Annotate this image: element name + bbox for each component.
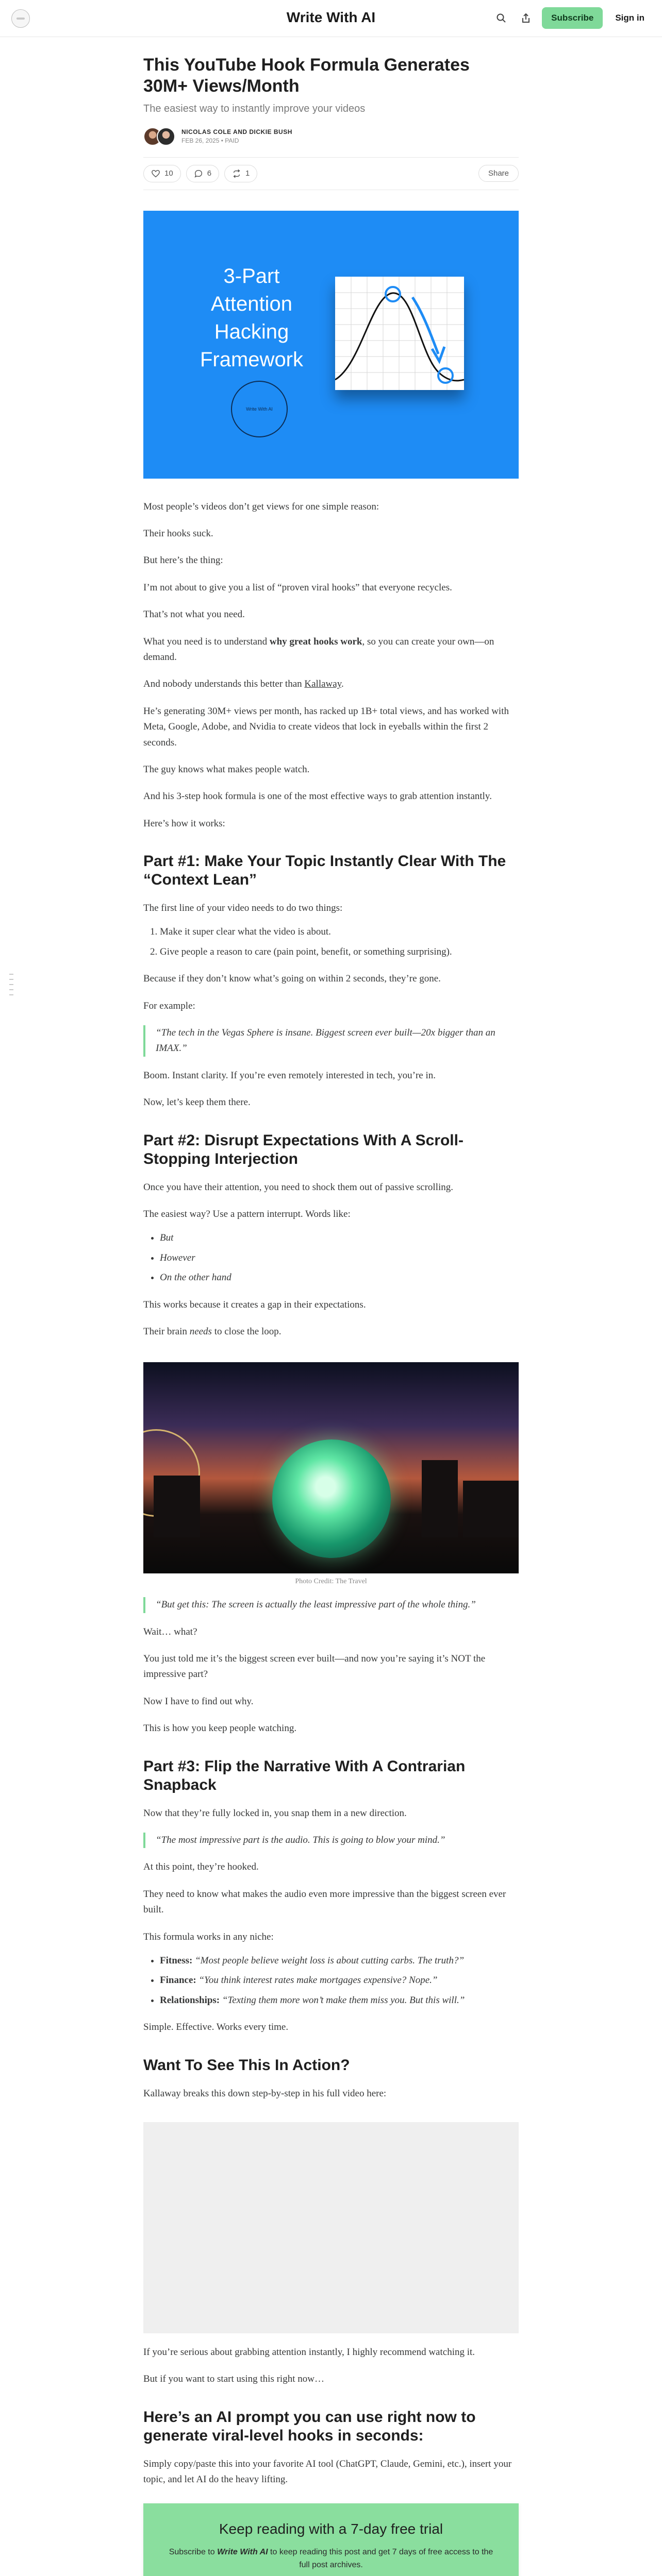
paragraph: At this point, they’re hooked.: [143, 1861, 259, 1873]
paragraph: Now that they’re fully locked in, you snap them in a new direction.: [143, 1807, 407, 1819]
section-heading: Want To See This In Action?: [143, 2056, 350, 2074]
hook-curve-graphic: [335, 277, 464, 390]
comment-count: 6: [207, 169, 212, 178]
paragraph: You just told me it’s the biggest screen ever built—and now you’re saying it’s NOT the impressive part?: [143, 1653, 486, 1680]
signin-link[interactable]: Sign in: [615, 13, 644, 23]
kallaway-link[interactable]: Kallaway: [304, 679, 341, 690]
paragraph: If you’re serious about grabbing attention instantly, I highly recommend watching it.: [143, 2346, 475, 2358]
post-subtitle: The easiest way to instantly improve your videos: [143, 103, 366, 114]
section-heading: Part #3: Flip the Narrative With A Contrarian Snapback: [143, 1757, 466, 1793]
quote-text: “But get this: The screen is actually the least impressive part of the whole thing.”: [156, 1599, 476, 1611]
paragraph: I’m not about to give you a list of “proven viral hooks” that everyone recycles.: [143, 582, 452, 593]
section-heading: Here’s an AI prompt you can use right now to generate viral-level hooks in seconds:: [143, 2408, 476, 2444]
subscribe-button[interactable]: Subscribe: [542, 7, 603, 29]
list-item: • However: [160, 1250, 519, 1266]
paragraph: Here’s how it works:: [143, 818, 225, 829]
list-item: 1. Make it super clear what the video is about.: [160, 924, 519, 940]
paragraph: This is how you keep people watching.: [143, 1723, 297, 1734]
paragraph: Boom. Instant clarity. If you’re even remotely interested in tech, you’re in.: [143, 1070, 436, 1081]
list-item: • On the other hand: [160, 1270, 519, 1285]
paragraph: This works because it creates a gap in their expectations.: [143, 1299, 366, 1310]
bullet-list: [143, 1953, 519, 2008]
photo-caption: Photo Credit: The Travel: [295, 1578, 367, 1586]
pull-quote: [143, 1597, 519, 1613]
paragraph: What you need is to understand why great hooks work, so you can create your own—on demand.: [143, 636, 494, 663]
post-action-bar: [143, 157, 519, 190]
section-heading: Part #1: Make Your Topic Instantly Clear With The “Context Lean”: [143, 853, 506, 889]
paragraph: The guy knows what makes people watch.: [143, 764, 310, 775]
sphere-dome: [272, 1439, 391, 1558]
hero-seal-text: Write With AI: [246, 406, 273, 412]
list-item: 2. Give people a reason to care (pain point, benefit, or something surprising).: [160, 944, 519, 960]
search-icon[interactable]: [492, 9, 510, 27]
byline: [143, 127, 519, 146]
avatar[interactable]: [157, 127, 175, 146]
paywall: [143, 2503, 519, 2576]
author-avatars[interactable]: [143, 127, 175, 146]
hero-image[interactable]: [143, 211, 519, 479]
paragraph: For example:: [143, 1000, 195, 1011]
paragraph: Wait… what?: [143, 1626, 197, 1637]
article: [143, 55, 519, 2576]
like-button[interactable]: [143, 165, 181, 182]
list-item: • Finance: “You think interest rates make mortgages expensive? Nope.”: [160, 1973, 519, 1988]
paragraph: Simple. Effective. Works every time.: [143, 2022, 289, 2033]
sphere-photo[interactable]: [143, 1362, 519, 1573]
publication-name[interactable]: Write With AI: [286, 9, 376, 25]
restack-count: 1: [245, 169, 250, 178]
paragraph: Once you have their attention, you need to shock them out of passive scrolling.: [143, 1181, 453, 1193]
paragraph: Kallaway breaks this down step-by-step in his full video here:: [143, 2088, 387, 2099]
paragraph: And his 3-step hook formula is one of the most effective ways to grab attention instantly.: [143, 791, 492, 802]
pull-quote: [143, 1833, 519, 1848]
comment-icon: [194, 169, 203, 178]
paragraph: Simply copy/paste this into your favorite AI tool (ChatGPT, Claude, Gemini, etc.), insert your topic, and let AI do the heavy lifting.: [143, 2458, 512, 2485]
list-item: • Fitness: “Most people believe weight loss is about cutting carbs. The truth?”: [160, 1953, 519, 1969]
paragraph: Their hooks suck.: [143, 528, 213, 539]
list-item: • But: [160, 1230, 519, 1246]
paragraph: Now I have to find out why.: [143, 1696, 254, 1707]
scroll-rail[interactable]: [9, 974, 13, 995]
paragraph: They need to know what makes the audio even more impressive than the biggest screen ever built.: [143, 1888, 506, 1916]
paywall-text: Subscribe to Write With AI to keep reading this post and get 7 days of free access to the full post archives.: [169, 2547, 493, 2570]
quote-text: “The tech in the Vegas Sphere is insane. Biggest screen ever built—20x bigger than an IMAX.”: [156, 1027, 495, 1054]
hero-title: 3-Part Attention Hacking Framework: [200, 264, 304, 371]
numbered-list: [143, 924, 519, 960]
paragraph: Their brain needs to close the loop.: [143, 1326, 282, 1337]
paragraph: The first line of your video needs to do two things:: [143, 903, 343, 914]
paywall-title: Keep reading with a 7-day free trial: [219, 2520, 443, 2537]
section-heading: Part #2: Disrupt Expectations With A Scroll-Stopping Interjection: [143, 1131, 464, 1167]
post-meta: FEB 26, 2025 • PAID: [181, 137, 239, 145]
bullet-list: [143, 1230, 519, 1285]
paragraph: But if you want to start using this right now…: [143, 2374, 324, 2385]
paragraph: Because if they don’t know what’s going on within 2 seconds, they’re gone.: [143, 973, 441, 985]
hero-graph-card: [335, 277, 464, 390]
post-body: [143, 499, 519, 2488]
like-count: 10: [164, 169, 173, 178]
share-icon[interactable]: [517, 9, 535, 27]
paragraph: This formula works in any niche:: [143, 1931, 274, 1942]
list-item: • Relationships: “Texting them more won’t make them miss you. But this will.”: [160, 1993, 519, 2008]
post-title: This YouTube Hook Formula Generates 30M+ Views/Month: [143, 55, 470, 96]
author-names[interactable]: NICOLAS COLE AND DICKIE BUSH: [181, 128, 292, 136]
pull-quote: [143, 1025, 519, 1057]
paragraph: That’s not what you need.: [143, 609, 245, 620]
paragraph: He’s generating 30M+ views per month, has racked up 1B+ total views, and has worked with Meta, Google, Adobe, and Nvidia to create videos that lock in eyeballs within the first 2 seconds.: [143, 705, 509, 748]
share-button[interactable]: Share: [478, 165, 519, 182]
heart-icon: [151, 169, 160, 178]
paragraph: But here’s the thing:: [143, 555, 223, 566]
paragraph: And nobody understands this better than Kallaway.: [143, 679, 344, 690]
top-nav: [0, 0, 662, 37]
paragraph: Now, let’s keep them there.: [143, 1097, 251, 1108]
restack-button[interactable]: [224, 165, 257, 182]
paragraph: The easiest way? Use a pattern interrupt. Words like:: [143, 1208, 351, 1219]
nav-actions: [492, 7, 650, 29]
video-embed[interactable]: [143, 2122, 519, 2333]
bold-text: why great hooks work: [269, 636, 362, 647]
restack-icon: [232, 169, 241, 178]
quote-text: “The most impressive part is the audio. This is going to blow your mind.”: [156, 1835, 445, 1846]
comment-button[interactable]: [186, 165, 219, 182]
hero-seal: [231, 381, 288, 437]
paragraph: Most people’s videos don’t get views for one simple reason:: [143, 501, 379, 512]
